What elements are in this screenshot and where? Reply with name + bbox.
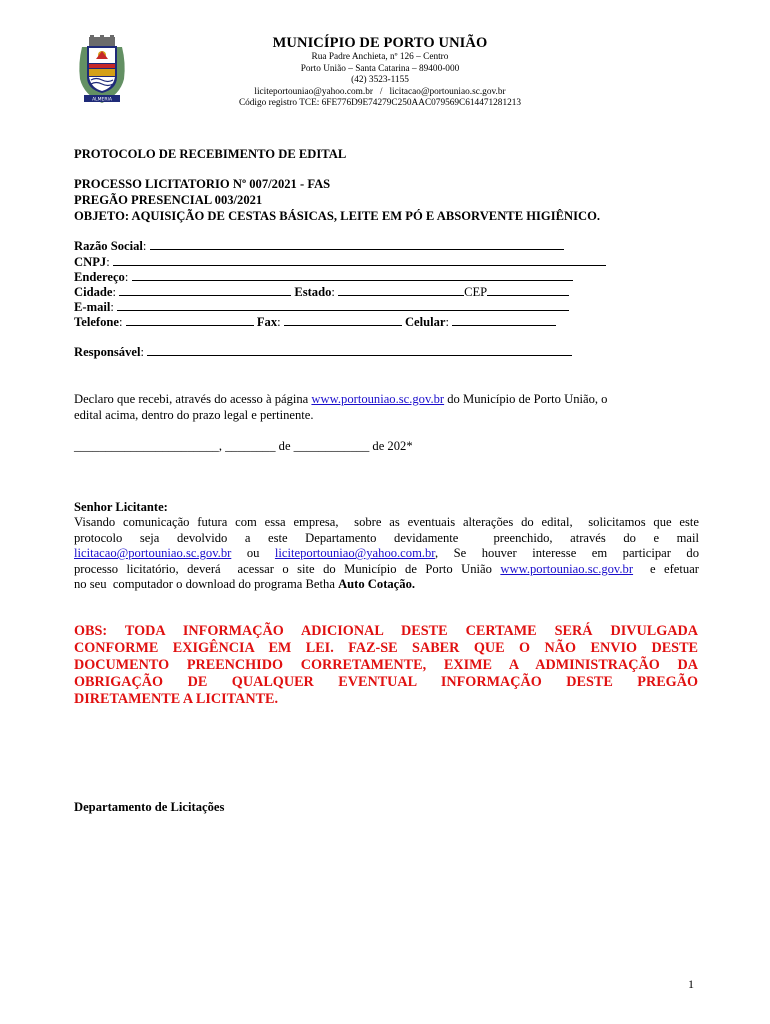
protocol-title: PROTOCOLO DE RECEBIMENTO DE EDITAL (74, 147, 347, 161)
page-number: 1 (688, 977, 694, 991)
endereco-label: Endereço (74, 270, 125, 284)
telefone-label: Telefone (74, 315, 120, 329)
field-email[interactable]: E-mail: (74, 300, 580, 315)
yahoo-email-link[interactable]: liciteportouniao@yahoo.com.br (274, 546, 435, 561)
estado-line[interactable] (338, 285, 464, 296)
endereco-line[interactable] (132, 270, 573, 281)
municipality-title: MUNICÍPIO DE PORTO UNIÃO (272, 35, 488, 51)
field-cnpj[interactable]: CNPJ: (74, 255, 580, 270)
declaration-text: Declaro que recebi, através do acesso à página www.portouniao.sc.gov.br do Município de Porto União, o edital acima, dentro do prazo legal e pertinente. (74, 392, 608, 422)
field-endereco[interactable]: Endereço: (74, 270, 580, 285)
notice-heading: Senhor Licitante: (74, 500, 168, 514)
obs-notice: OBS: TODA INFORMAÇÃO ADICIONAL DESTE CERTAME SERÁ DIVULGADA CONFORME EXIGÊNCIA EM LEI. FAZ-SE SABER QUE O NÃO ENVIO DESTE DOCUMENTO PREENCHIDO CORRETAMENTE, EXIME A ADMINISTRAÇÃO DA OBRIGAÇÃO DE QUALQUER EVENTUAL INFORMAÇÃO DESTE PREGÃO DIRETAMENTE A LICITANTE. (74, 623, 698, 707)
field-razao-social[interactable]: Razão Social: (74, 239, 580, 254)
contact-emails: liciteportouniao@yahoo.com.br / licitacao@portouniao.sc.gov.br (254, 86, 506, 97)
cep-label: CEP (464, 285, 488, 299)
fax-line[interactable] (284, 315, 402, 326)
field-responsavel[interactable]: Responsável: (74, 345, 580, 360)
field-telefone-fax-celular[interactable]: Telefone: Fax: Celular: (74, 315, 580, 330)
responsavel-label: Responsável (74, 345, 141, 359)
cnpj-label: CNPJ (74, 255, 107, 269)
telefone-line[interactable] (126, 315, 254, 326)
razao-social-label: Razão Social (74, 239, 143, 253)
address-line-2: Porto União – Santa Catarina – 89400-000 (300, 63, 460, 74)
address-line-1: Rua Padre Anchieta, nº 126 – Centro (311, 52, 449, 62)
pregao-number: PREGÃO PRESENCIAL 003/2021 (74, 193, 263, 207)
celular-line[interactable] (452, 315, 556, 326)
svg-text:ALMERIA: ALMERIA (92, 97, 112, 103)
licitacao-email-link[interactable]: licitacao@portouniao.sc.gov.br (74, 546, 232, 561)
process-number: PROCESSO LICITATORIO Nº 007/2021 - FAS (74, 177, 331, 191)
fax-label: Fax (256, 315, 278, 329)
object-description: OBJETO: AQUISIÇÃO DE CESTAS BÁSICAS, LEITE EM PÓ E ABSORVENTE HIGIÊNICO. (74, 209, 601, 223)
department-signature: Departamento de Licitações (74, 800, 225, 814)
municipal-crest-logo (74, 33, 130, 107)
auto-cotacao-program: Auto Cotação. (338, 577, 416, 592)
responsavel-line[interactable] (147, 345, 572, 356)
cidade-label: Cidade (74, 285, 113, 299)
razao-social-line[interactable] (150, 239, 564, 250)
notice-text: Visando comunicação futura com essa empresa, sobre as eventuais alterações do edital, solicitamos que este protocolo seja devolvido a este Departamento devidamente preenchido, através do e mail licitacao@portouniao.sc.gov.br ou liciteportouniao@yahoo.com.br, Se houver interesse em participar do processo licitatório, deverá acessar o site do Município de Porto União www.portouniao.sc.gov.br e efetuar no seu computador o download do programa Betha Auto Cotação. (74, 515, 700, 592)
cnpj-line[interactable] (113, 255, 606, 266)
field-cidade-estado-cep[interactable]: Cidade: Estado: CEP (74, 285, 580, 300)
cidade-line[interactable] (119, 285, 291, 296)
celular-label: Celular (404, 315, 446, 329)
portal-link[interactable]: www.portouniao.sc.gov.br (311, 392, 445, 406)
tce-code: Código registro TCE: 6FE776D9E74279C250AAC079569C614471281213 (238, 98, 522, 109)
email-label: E-mail (74, 300, 111, 314)
cep-line[interactable] (487, 285, 569, 296)
estado-label: Estado (294, 285, 332, 299)
site-link[interactable]: www.portouniao.sc.gov.br (500, 561, 634, 576)
date-signature-line: _______________________, ________ de ____________ de 202* (74, 439, 413, 453)
email-line[interactable] (117, 300, 569, 311)
phone-number: (42) 3523-1155 (351, 75, 409, 86)
